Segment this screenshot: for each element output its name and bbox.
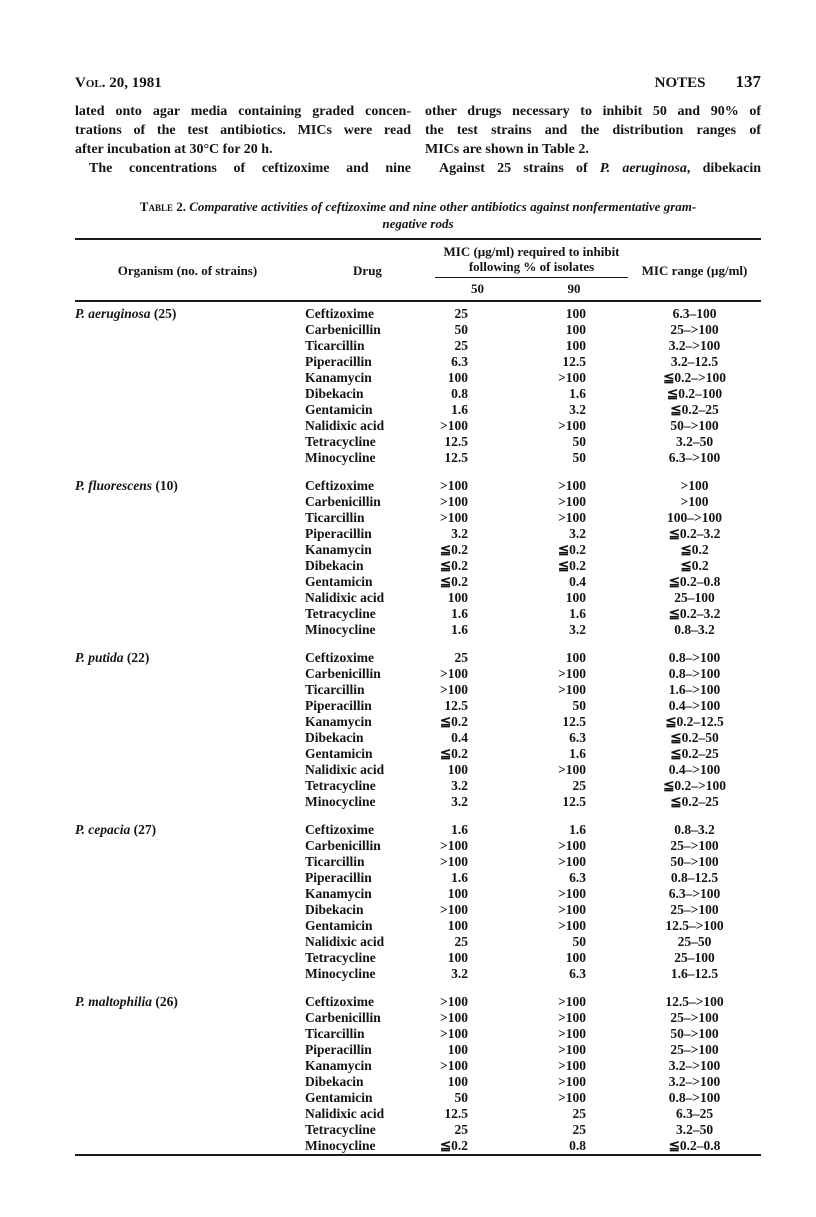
- mic90-cell: >100: [558, 418, 587, 433]
- mic50-cell: >100: [440, 902, 468, 917]
- body-text-line: [425, 159, 761, 178]
- mic50-cell: >100: [440, 494, 468, 509]
- mic-range-cell: 25–50: [677, 934, 712, 949]
- drug-cell: Piperacillin: [305, 870, 372, 885]
- mic-range-cell: ≦0.2–3.2: [668, 606, 721, 621]
- mic50-cell: ≦0.2: [439, 574, 468, 589]
- mic50-cell: 3.2: [451, 526, 468, 541]
- mic90-cell: 25: [572, 1122, 587, 1137]
- body-text-line: [75, 140, 411, 159]
- organism-name: P. aeruginosa: [75, 306, 151, 321]
- mic50-cell: 25: [454, 306, 468, 321]
- mic50-cell: 100: [447, 370, 468, 385]
- drug-cell: Kanamycin: [305, 1058, 372, 1073]
- mic50-cell: >100: [440, 666, 468, 681]
- mic-range-cell: 0.8–3.2: [674, 822, 715, 837]
- drug-cell: Gentamicin: [305, 574, 373, 589]
- mic-range-cell: 25–>100: [670, 1042, 719, 1057]
- drug-cell: Carbenicillin: [305, 838, 381, 853]
- mic90-cell: 6.3: [569, 870, 587, 885]
- mic50-cell: 50: [454, 322, 468, 337]
- mic90-cell: 100: [565, 306, 587, 321]
- mic-table: [75, 238, 761, 1156]
- drug-cell: Carbenicillin: [305, 1010, 381, 1025]
- drug-cell: Tetracycline: [305, 950, 376, 965]
- text-run: lated onto agar media containing graded concen-: [75, 104, 411, 119]
- table-row: [75, 301, 761, 322]
- group-spacer: [75, 638, 761, 650]
- organism-cell: P. cepacia (27): [75, 822, 157, 837]
- mic90-cell: >100: [558, 1026, 587, 1041]
- mic50-cell: >100: [440, 478, 468, 493]
- text-run: The concentrations of ceftizoxime and nine: [89, 161, 411, 176]
- mic-range-cell: ≦0.2–0.8: [668, 574, 721, 589]
- mic-range-cell: 12.5–>100: [665, 918, 724, 933]
- caption-line-1: [75, 198, 761, 215]
- body-text-line: [425, 102, 761, 121]
- mic50-cell: >100: [440, 994, 468, 1009]
- drug-cell: Piperacillin: [305, 698, 372, 713]
- drug-cell: Ticarcillin: [305, 1026, 365, 1041]
- mic-range-cell: 50–>100: [670, 1026, 719, 1041]
- mic90-cell: 100: [565, 590, 587, 605]
- mic50-cell: 100: [447, 950, 468, 965]
- drug-cell: Minocycline: [305, 966, 376, 981]
- mic50-cell: 1.6: [451, 606, 468, 621]
- mic-range-cell: ≦0.2–>100: [663, 778, 726, 793]
- drug-cell: Kanamycin: [305, 714, 372, 729]
- table-body: [75, 301, 761, 1155]
- mic50-cell: 12.5: [444, 1106, 468, 1121]
- mic-range-cell: 1.6–12.5: [670, 966, 719, 981]
- mic-range-cell: 25–>100: [670, 322, 719, 337]
- caption-text-1: Comparative activities of ceftizoxime and nine other antibiotics against nonfermentative gram-: [185, 199, 697, 214]
- mic50-cell: >100: [440, 510, 468, 525]
- mic50-cell: 12.5: [444, 434, 468, 449]
- pct90-column-header: 90: [567, 281, 581, 296]
- mic-range-cell: 1.6–>100: [668, 682, 721, 697]
- mic90-cell: 3.2: [569, 402, 587, 417]
- drug-cell: Minocycline: [305, 1138, 376, 1153]
- mic-range-cell: ≦0.2–25: [670, 402, 719, 417]
- drug-cell: Tetracycline: [305, 1122, 376, 1137]
- mic90-cell: >100: [558, 994, 587, 1009]
- drug-cell: Nalidixic acid: [305, 762, 385, 777]
- mic-range-cell: ≦0.2–50: [670, 730, 719, 745]
- mic-range-cell: 3.2–>100: [668, 338, 721, 353]
- body-text-line: [75, 159, 411, 178]
- section-title: NOTES: [654, 75, 706, 91]
- group-spacer-cell: [75, 466, 761, 478]
- mic-range-cell: ≦0.2: [680, 542, 709, 557]
- mic90-cell: 0.4: [569, 574, 587, 589]
- drug-cell: Gentamicin: [305, 1090, 373, 1105]
- mic-range-cell: ≦0.2–>100: [663, 370, 726, 385]
- mic50-cell: 12.5: [444, 698, 468, 713]
- drug-cell: Ceftizoxime: [305, 478, 374, 493]
- mic90-cell: 3.2: [569, 526, 587, 541]
- mic-span-header: [435, 239, 628, 278]
- text-run: MICs are shown in Table 2.: [425, 142, 589, 157]
- mic90-cell: 6.3: [569, 966, 587, 981]
- mic-range-cell: 0.8–>100: [668, 666, 721, 681]
- mic50-cell: 100: [447, 1074, 468, 1089]
- organism-name-inline: P. aeruginosa: [599, 161, 687, 176]
- mic-range-cell: ≦0.2–25: [670, 746, 719, 761]
- table-row: [75, 650, 761, 666]
- mic90-cell: 0.8: [569, 1138, 587, 1153]
- drug-cell: Ticarcillin: [305, 510, 365, 525]
- mic50-cell: 0.8: [451, 386, 468, 401]
- mic90-cell: >100: [558, 918, 587, 933]
- page-header: [75, 72, 761, 92]
- mic-range-cell: 0.4–>100: [668, 698, 721, 713]
- mic50-cell: 1.6: [451, 402, 468, 417]
- journal-volume: Vol. 20, 1981: [75, 75, 162, 91]
- drug-cell: Ceftizoxime: [305, 306, 374, 321]
- left-column: [75, 102, 411, 178]
- organism-cell: P. aeruginosa (25): [75, 306, 177, 321]
- mic-range-cell: 6.3–>100: [668, 450, 721, 465]
- body-text-line: [75, 121, 411, 140]
- mic90-cell: 1.6: [569, 606, 587, 621]
- mic90-cell: >100: [558, 478, 587, 493]
- mic50-cell: 25: [454, 338, 468, 353]
- mic-range-cell: ≦0.2–0.8: [668, 1138, 721, 1153]
- body-text-line: [75, 102, 411, 121]
- mic50-cell: 1.6: [451, 622, 468, 637]
- mic90-cell: 3.2: [569, 622, 587, 637]
- drug-cell: Dibekacin: [305, 386, 364, 401]
- mic50-cell: ≦0.2: [439, 558, 468, 573]
- mic90-cell: ≦0.2: [557, 542, 587, 557]
- mic50-cell: >100: [440, 682, 468, 697]
- drug-cell: Ticarcillin: [305, 338, 365, 353]
- mic90-cell: 100: [565, 322, 587, 337]
- mic50-cell: 25: [454, 1122, 468, 1137]
- mic90-cell: >100: [558, 1010, 587, 1025]
- group-spacer-cell: [75, 810, 761, 822]
- mic50-cell: ≦0.2: [439, 542, 468, 557]
- organism-cell: P. maltophilia (26): [75, 994, 178, 1009]
- organism-name: P. maltophilia: [75, 994, 153, 1009]
- table-row: [75, 994, 761, 1010]
- mic90-cell: 12.5: [562, 354, 587, 369]
- header-right: [655, 72, 761, 92]
- right-column: [425, 102, 761, 178]
- drug-cell: Gentamicin: [305, 918, 373, 933]
- group-spacer: [75, 810, 761, 822]
- text-run: trations of the test antibiotics. MICs were read: [75, 123, 411, 138]
- drug-cell: Gentamicin: [305, 402, 373, 417]
- mic-span-header-line2: following % of isolates: [468, 259, 595, 274]
- organism-name: P. fluorescens: [75, 478, 153, 493]
- mic50-cell: 1.6: [451, 870, 468, 885]
- mic-range-cell: 3.2–50: [675, 1122, 714, 1137]
- mic50-cell: 100: [447, 886, 468, 901]
- mic90-cell: 50: [572, 934, 587, 949]
- mic50-cell: ≦0.2: [439, 1138, 468, 1153]
- mic50-cell: >100: [440, 838, 468, 853]
- mic-range-cell: 100–>100: [667, 510, 722, 525]
- mic90-cell: 1.6: [569, 386, 587, 401]
- mic-range-cell: 25–>100: [670, 838, 719, 853]
- drug-cell: Minocycline: [305, 622, 376, 637]
- mic-range-cell: 3.2–>100: [668, 1074, 721, 1089]
- mic90-cell: 1.6: [569, 746, 587, 761]
- drug-cell: Minocycline: [305, 450, 376, 465]
- mic90-cell: >100: [558, 1090, 587, 1105]
- mic-range-cell: 50–>100: [670, 854, 719, 869]
- body-text-line: [425, 140, 761, 159]
- mic90-cell: ≦0.2: [557, 558, 587, 573]
- mic50-cell: 50: [454, 1090, 468, 1105]
- mic90-cell: >100: [558, 854, 587, 869]
- mic-range-cell: 6.3–>100: [668, 886, 721, 901]
- drug-cell: Ceftizoxime: [305, 994, 374, 1009]
- group-spacer: [75, 466, 761, 478]
- drug-cell: Nalidixic acid: [305, 934, 385, 949]
- group-spacer: [75, 982, 761, 994]
- mic50-cell: >100: [440, 854, 468, 869]
- mic90-cell: >100: [558, 1042, 587, 1057]
- table-label: Table 2.: [139, 199, 186, 214]
- mic90-cell: 50: [572, 434, 587, 449]
- mic50-cell: 100: [447, 590, 468, 605]
- organism-name: P. putida: [75, 650, 124, 665]
- mic90-cell: >100: [558, 1058, 587, 1073]
- mic50-cell: 100: [447, 762, 468, 777]
- table-caption: [75, 198, 761, 232]
- table-head: [75, 239, 761, 301]
- mic-range-cell: 50–>100: [670, 418, 719, 433]
- body-text: [75, 102, 761, 178]
- mic90-cell: 25: [572, 1106, 587, 1121]
- mic90-cell: >100: [558, 682, 587, 697]
- page-number: 137: [735, 72, 761, 91]
- drug-cell: Ceftizoxime: [305, 650, 374, 665]
- drug-cell: Ticarcillin: [305, 682, 365, 697]
- drug-cell: Ceftizoxime: [305, 822, 374, 837]
- organism-column-header: Organism (no. of strains): [117, 263, 258, 278]
- mic50-cell: ≦0.2: [439, 714, 468, 729]
- mic50-cell: 25: [454, 934, 468, 949]
- organism-cell: P. fluorescens (10): [75, 478, 178, 493]
- mic-range-cell: 25–100: [674, 950, 715, 965]
- mic50-cell: 3.2: [451, 794, 468, 809]
- drug-cell: Dibekacin: [305, 902, 364, 917]
- text-run: other drugs necessary to inhibit 50 and 90% of: [425, 104, 761, 119]
- drug-column-header: Drug: [353, 263, 382, 278]
- mic-range-cell: ≦0.2–25: [670, 794, 719, 809]
- group-spacer-cell: [75, 638, 761, 650]
- drug-cell: Tetracycline: [305, 778, 376, 793]
- text-run: after incubation at 30°C for 20 h.: [75, 142, 273, 157]
- organism-name: P. cepacia: [75, 822, 131, 837]
- mic-range-cell: 0.8–12.5: [670, 870, 719, 885]
- mic50-cell: 100: [447, 918, 468, 933]
- mic90-cell: >100: [558, 370, 587, 385]
- mic90-cell: 6.3: [569, 730, 587, 745]
- mic90-cell: 1.6: [569, 822, 587, 837]
- mic-range-cell: 25–100: [674, 590, 715, 605]
- mic50-cell: 12.5: [444, 450, 468, 465]
- mic-range-cell: >100: [680, 478, 709, 493]
- mic-range-cell: 3.2–50: [675, 434, 714, 449]
- group-spacer-cell: [75, 982, 761, 994]
- pct50-column-header: 50: [471, 281, 484, 296]
- mic-range-cell: 3.2–12.5: [670, 354, 719, 369]
- drug-cell: Carbenicillin: [305, 322, 381, 337]
- mic-range-cell: >100: [680, 494, 709, 509]
- mic90-cell: 50: [572, 450, 587, 465]
- drug-cell: Nalidixic acid: [305, 590, 385, 605]
- drug-cell: Ticarcillin: [305, 854, 365, 869]
- mic-range-cell: ≦0.2–100: [666, 386, 723, 401]
- body-text-line: [425, 121, 761, 140]
- organism-cell: P. putida (22): [75, 650, 150, 665]
- drug-cell: Nalidixic acid: [305, 1106, 385, 1121]
- mic50-cell: 3.2: [451, 778, 468, 793]
- drug-cell: Nalidixic acid: [305, 418, 385, 433]
- mic-range-cell: 0.4–>100: [668, 762, 721, 777]
- mic-range-cell: 0.8–>100: [668, 1090, 721, 1105]
- text-run: the test strains and the distribution ranges of: [425, 123, 761, 138]
- mic90-cell: >100: [558, 510, 587, 525]
- text-run: , dibekacin: [686, 161, 761, 176]
- mic50-cell: 1.6: [451, 822, 468, 837]
- drug-cell: Tetracycline: [305, 606, 376, 621]
- text-run: Against 25 strains of: [439, 161, 600, 176]
- drug-cell: Tetracycline: [305, 434, 376, 449]
- drug-cell: Dibekacin: [305, 1074, 364, 1089]
- drug-cell: Piperacillin: [305, 526, 372, 541]
- mic90-cell: >100: [558, 762, 587, 777]
- table-row: [75, 478, 761, 494]
- drug-cell: Kanamycin: [305, 370, 372, 385]
- mic-range-cell: 25–>100: [670, 902, 719, 917]
- mic90-cell: 100: [565, 950, 587, 965]
- range-column-header: MIC range (µg/ml): [641, 263, 748, 278]
- table-row: [75, 822, 761, 838]
- mic90-cell: 12.5: [562, 714, 587, 729]
- mic50-cell: >100: [440, 1010, 468, 1025]
- mic50-cell: 25: [454, 650, 468, 665]
- mic-range-cell: 6.3–100: [672, 306, 717, 321]
- mic-range-cell: ≦0.2: [680, 558, 709, 573]
- mic90-cell: 12.5: [562, 794, 587, 809]
- mic90-cell: 100: [565, 338, 587, 353]
- mic-range-cell: 0.8–>100: [668, 650, 721, 665]
- caption-text-2: negative rods: [382, 216, 454, 231]
- drug-cell: Kanamycin: [305, 886, 372, 901]
- mic-range-cell: ≦0.2–3.2: [668, 526, 721, 541]
- mic-range-cell: ≦0.2–12.5: [665, 714, 724, 729]
- drug-cell: Dibekacin: [305, 730, 364, 745]
- mic-range-cell: 6.3–25: [675, 1106, 714, 1121]
- drug-cell: Dibekacin: [305, 558, 364, 573]
- drug-cell: Gentamicin: [305, 746, 373, 761]
- mic50-cell: 0.4: [451, 730, 468, 745]
- mic90-cell: >100: [558, 838, 587, 853]
- drug-cell: Carbenicillin: [305, 666, 381, 681]
- drug-cell: Minocycline: [305, 794, 376, 809]
- drug-cell: Piperacillin: [305, 354, 372, 369]
- mic-range-cell: 12.5–>100: [665, 994, 724, 1009]
- mic50-cell: >100: [440, 1058, 468, 1073]
- mic90-cell: >100: [558, 1074, 587, 1089]
- mic90-cell: >100: [558, 886, 587, 901]
- drug-cell: Kanamycin: [305, 542, 372, 557]
- mic90-cell: >100: [558, 902, 587, 917]
- mic90-cell: 100: [565, 650, 587, 665]
- mic50-cell: 100: [447, 1042, 468, 1057]
- mic90-cell: >100: [558, 494, 587, 509]
- mic50-cell: >100: [440, 418, 468, 433]
- mic50-cell: 3.2: [451, 966, 468, 981]
- mic90-cell: 25: [572, 778, 587, 793]
- mic50-cell: ≦0.2: [439, 746, 468, 761]
- mic-range-cell: 3.2–>100: [668, 1058, 721, 1073]
- mic90-cell: 50: [572, 698, 587, 713]
- mic50-cell: 6.3: [451, 354, 468, 369]
- mic-span-header-line1: MIC (µg/ml) required to inhibit: [443, 244, 620, 259]
- mic90-cell: >100: [558, 666, 587, 681]
- drug-cell: Carbenicillin: [305, 494, 381, 509]
- mic-range-cell: 0.8–3.2: [674, 622, 715, 637]
- mic-range-cell: 25–>100: [670, 1010, 719, 1025]
- mic50-cell: >100: [440, 1026, 468, 1041]
- drug-cell: Piperacillin: [305, 1042, 372, 1057]
